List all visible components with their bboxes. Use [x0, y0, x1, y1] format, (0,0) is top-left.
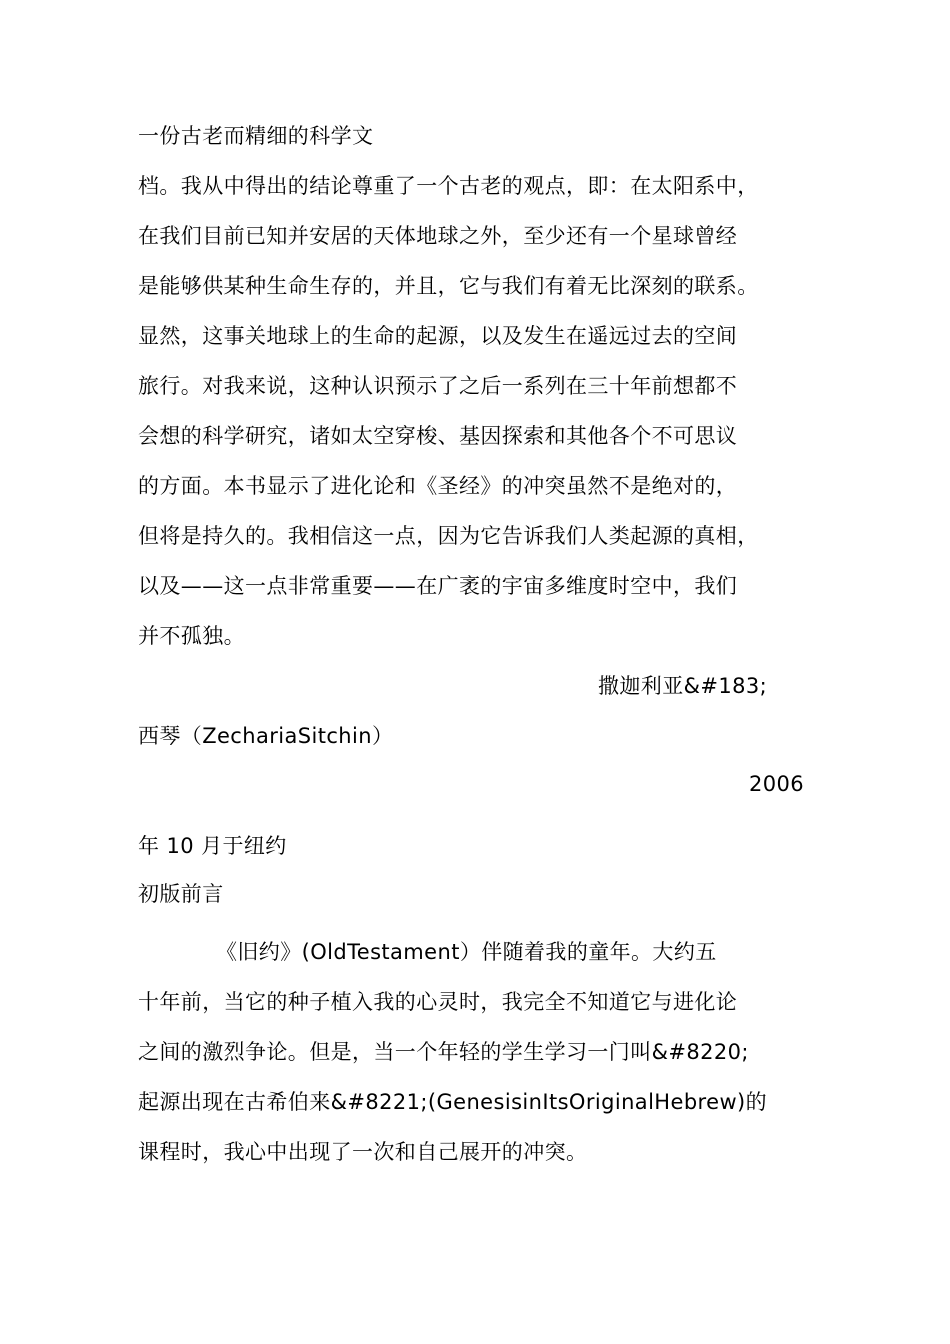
paragraph2-line-2: 十年前，当它的种子植入我的心灵时，我完全不知道它与进化论 — [138, 990, 738, 1014]
signature-year: 2006 — [748, 772, 804, 796]
paragraph1-line-3: 在我们目前已知并安居的天体地球之外，至少还有一个星球曾经 — [138, 224, 738, 248]
paragraph1-line-4: 是能够供某种生命生存的，并且，它与我们有着无比深刻的联系。 — [138, 274, 759, 298]
paragraph1-line-1: 一份古老而精细的科学文 — [138, 124, 374, 148]
paragraph1-line-10: 以及——这一点非常重要——在广袤的宇宙多维度时空中，我们 — [138, 574, 738, 598]
paragraph1-line-6: 旅行。对我来说，这种认识预示了之后一系列在三十年前想都不 — [138, 374, 738, 398]
paragraph1-line-5: 显然，这事关地球上的生命的起源，以及发生在遥远过去的空间 — [138, 324, 738, 348]
paragraph2-line-1: 《旧约》(OldTestament）伴随着我的童年。大约五 — [216, 940, 717, 964]
section-title: 初版前言 — [138, 882, 224, 906]
paragraph2-line-5: 课程时，我心中出现了一次和自己展开的冲突。 — [138, 1140, 588, 1164]
paragraph1-line-11: 并不孤独。 — [138, 624, 245, 648]
paragraph1-line-9: 但将是持久的。我相信这一点，因为它告诉我们人类起源的真相， — [138, 524, 759, 548]
paragraph1-line-7: 会想的科学研究，诸如太空穿梭、基因探索和其他各个不可思议 — [138, 424, 738, 448]
signature-place: 年 10 月于纽约 — [138, 834, 287, 858]
signature-name-2: 西琴（ZechariaSitchin） — [138, 724, 394, 748]
paragraph1-line-2: 档。我从中得出的结论尊重了一个古老的观点，即：在太阳系中， — [138, 174, 759, 198]
paragraph2-line-4: 起源出现在古希伯来&#8221;(GenesisinItsOriginalHebrew)的 — [138, 1090, 768, 1114]
paragraph2-line-3: 之间的激烈争论。但是，当一个年轻的学生学习一门叫&#8220; — [138, 1040, 749, 1064]
paragraph1-line-8: 的方面。本书显示了进化论和《圣经》的冲突虽然不是绝对的， — [138, 474, 738, 498]
signature-name: 撒迦利亚&#183; — [598, 674, 768, 698]
